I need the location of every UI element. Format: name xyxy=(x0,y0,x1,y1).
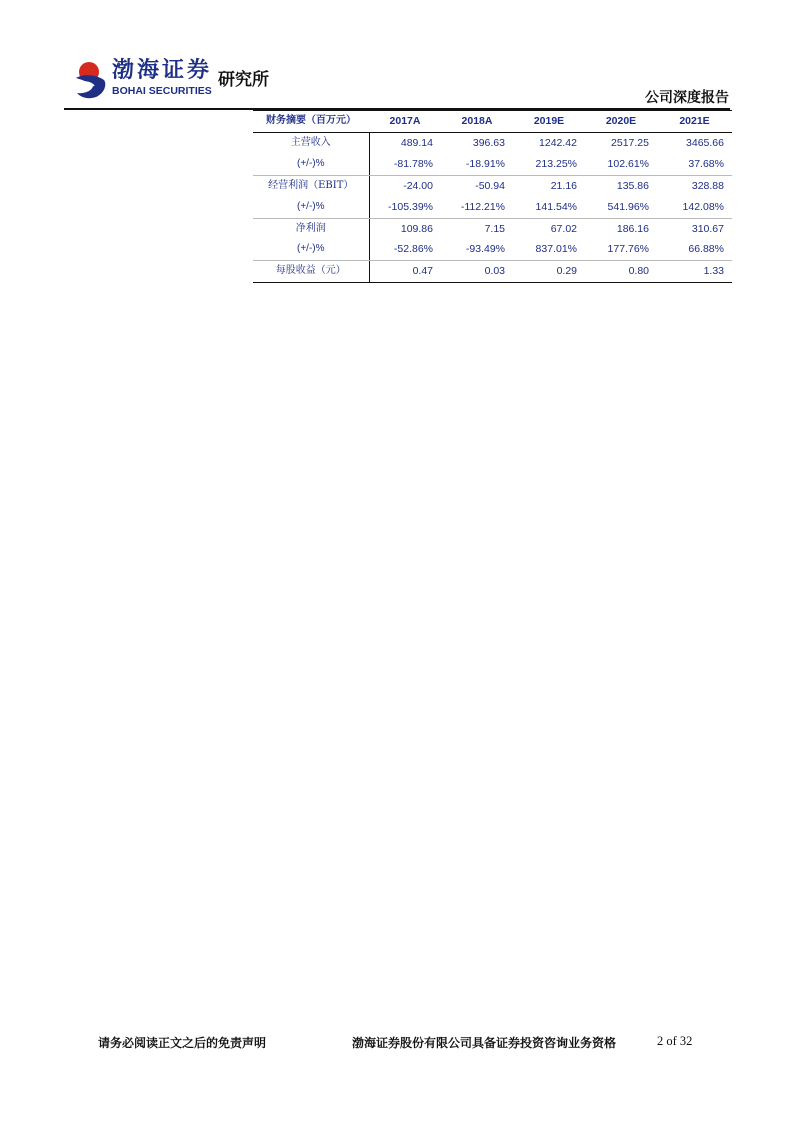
table-row xyxy=(253,218,732,239)
cell-value: 37.68% xyxy=(657,154,732,175)
footer-qualification: 渤海证券股份有限公司具备证券投资咨询业务资格 xyxy=(352,1036,617,1050)
row-label: (+/-)% xyxy=(253,197,369,218)
cell-value: 102.61% xyxy=(585,154,657,175)
financial-summary-table xyxy=(253,110,732,283)
cell-value: 837.01% xyxy=(513,239,585,260)
cell-value: -50.94 xyxy=(475,179,505,192)
cell-value: -112.21% xyxy=(441,197,513,218)
cell-value: 7.15 xyxy=(484,222,505,235)
row-label: 每股收益（元） xyxy=(253,261,369,283)
row-label: (+/-)% xyxy=(253,154,369,175)
table-row xyxy=(253,132,732,153)
footer-disclaimer: 请务必阅读正文之后的免责声明 xyxy=(98,1036,267,1050)
cell-value: -52.86% xyxy=(369,239,441,260)
bohai-logo-icon xyxy=(74,60,108,100)
cell-value: 1242.42 xyxy=(539,136,577,149)
cell-value: 2517.25 xyxy=(611,136,649,149)
cell-value: -105.39% xyxy=(369,197,441,218)
year-header: 2019E xyxy=(513,111,585,133)
cell-value: 489.14 xyxy=(400,136,433,149)
table-header-row xyxy=(253,111,732,133)
cell-value: 0.03 xyxy=(441,261,513,283)
cell-value: -24.00 xyxy=(403,179,433,192)
row-label: 主营收入 xyxy=(253,132,369,153)
cell-value: -18.91% xyxy=(441,154,513,175)
cell-value: 0.80 xyxy=(585,261,657,283)
year-header: 2020E xyxy=(585,111,657,133)
brand-name-en: BOHAI SECURITIES xyxy=(112,85,212,97)
cell-value: 310.67 xyxy=(691,222,724,235)
cell-value: 186.16 xyxy=(616,222,649,235)
row-label: (+/-)% xyxy=(253,239,369,260)
cell-value: 67.02 xyxy=(550,222,577,235)
cell-value: 135.86 xyxy=(616,179,649,192)
table-row xyxy=(253,154,732,175)
cell-value: 3465.66 xyxy=(686,136,724,149)
brand-name-cn: 渤海证券 xyxy=(112,57,213,83)
page-number: 2 of 32 xyxy=(657,1034,693,1048)
department-label: 研究所 xyxy=(218,70,269,90)
cell-value: 1.33 xyxy=(657,261,732,283)
cell-value: 177.76% xyxy=(585,239,657,260)
cell-value: -81.78% xyxy=(369,154,441,175)
cell-value: 541.96% xyxy=(585,197,657,218)
cell-value: 396.63 xyxy=(472,136,505,149)
cell-value: -93.49% xyxy=(441,239,513,260)
year-header: 2017A xyxy=(369,111,441,133)
table-row xyxy=(253,239,732,260)
cell-value: 109.86 xyxy=(400,222,433,235)
cell-value: 21.16 xyxy=(550,179,577,192)
table-header-label: 财务摘要（百万元） xyxy=(253,111,369,133)
table-row xyxy=(253,261,732,283)
report-type: 公司深度报告 xyxy=(645,90,729,106)
cell-value: 213.25% xyxy=(513,154,585,175)
cell-value: 328.88 xyxy=(691,179,724,192)
row-label: 净利润 xyxy=(253,218,369,239)
cell-value: 142.08% xyxy=(657,197,732,218)
cell-value: 0.47 xyxy=(369,261,441,283)
page-header xyxy=(0,0,793,110)
cell-value: 66.88% xyxy=(657,239,732,260)
year-header: 2018A xyxy=(441,111,513,133)
row-label: 经营利润（EBIT） xyxy=(253,175,369,196)
cell-value: 141.54% xyxy=(513,197,585,218)
year-header: 2021E xyxy=(657,111,732,133)
table-row xyxy=(253,197,732,218)
table-row xyxy=(253,175,732,196)
page-footer xyxy=(0,1030,793,1054)
cell-value: 0.29 xyxy=(513,261,585,283)
